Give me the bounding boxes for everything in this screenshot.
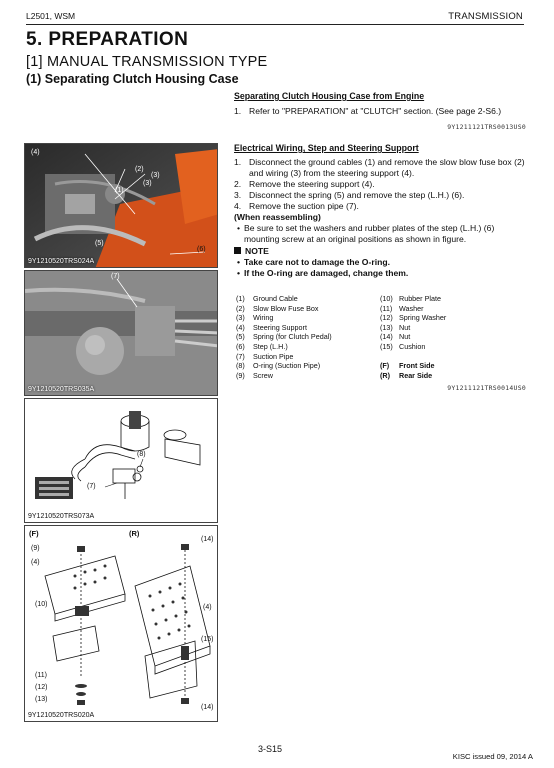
legend-label: Steering Support	[253, 322, 307, 332]
legend-row	[236, 361, 526, 371]
fig1-label: (2)	[135, 166, 144, 173]
legend-number: (10)	[380, 294, 393, 303]
legend-number: (11)	[380, 303, 393, 313]
legend-label: O-ring (Suction Pipe)	[253, 361, 321, 371]
parts-legend	[236, 294, 526, 392]
fig4-label-rear: (R)	[129, 529, 140, 538]
figure-1-image	[25, 144, 218, 268]
fig1-label: (6)	[197, 246, 206, 253]
fig4-label: (14)	[201, 704, 214, 711]
legend-label: Step (L.H.)	[253, 341, 288, 351]
legend-number: (13)	[380, 322, 393, 332]
legend-number: (14)	[380, 332, 393, 342]
fig4-label: (4)	[203, 604, 212, 611]
block-electrical	[234, 143, 526, 279]
legend-label: Nut	[399, 332, 411, 342]
fig4-label: (13)	[35, 696, 48, 703]
legend-label: Cushion	[399, 341, 426, 351]
reassembly-text: • Be sure to set the washers and rubber plates of the step (L.H.) (6) mounting screw at an original positions as shown in figure.	[237, 223, 495, 244]
legend-label: Rubber Plate	[399, 294, 441, 303]
fig1-label: (5)	[95, 240, 104, 247]
legend-number: (15)	[380, 341, 393, 351]
subsection-title: [1] MANUAL TRANSMISSION TYPE	[26, 54, 268, 70]
legend-number: (7)	[236, 351, 245, 361]
legend-number: (8)	[236, 361, 245, 371]
legend-code: 9Y1211121TRS0014US0	[447, 384, 526, 392]
figure-3-caption: 9Y1210520TRS073A	[28, 513, 95, 520]
legend-row	[236, 342, 526, 352]
fig3-label: (7)	[87, 483, 96, 490]
fig4-label: (11)	[35, 672, 47, 679]
fig2-label: (7)	[111, 273, 120, 280]
header-model: L2501, WSM	[26, 11, 76, 21]
figure-4-image	[25, 526, 218, 722]
legend-label: Ground Cable	[253, 294, 298, 303]
block2-title: Electrical Wiring, Step and Steering Support	[234, 143, 419, 153]
figure-4-drawing	[24, 525, 218, 722]
legend-row	[236, 304, 526, 314]
legend-row	[236, 332, 526, 342]
section-title: 5. PREPARATION	[26, 29, 189, 50]
fig4-label: (12)	[35, 684, 48, 691]
figure-2-image	[25, 271, 218, 396]
legend-number: (5)	[236, 332, 245, 342]
legend-number: (F)	[380, 361, 390, 371]
block2-step-1: 1. Disconnect the ground cables (1) and remove the slow blow fuse box (2) and wiring (3) from the steering support (4).	[234, 157, 525, 178]
legend-number: (9)	[236, 370, 245, 380]
legend-row	[236, 371, 526, 381]
fig1-label: (3)	[143, 180, 152, 187]
block2-step-3: 3. Disconnect the spring (5) and remove the step (L.H.) (6).	[234, 190, 465, 200]
legend-number: (12)	[380, 313, 393, 323]
legend-row	[236, 352, 526, 362]
page-number: 3-S15	[258, 744, 283, 754]
note-heading: NOTE	[234, 246, 526, 257]
legend-label: Screw	[253, 370, 273, 380]
note-square-icon	[234, 247, 241, 254]
legend-number: (R)	[380, 370, 390, 380]
fig4-label: (9)	[31, 545, 40, 552]
figure-4-caption: 9Y1210520TRS020A	[28, 712, 95, 719]
block-separating	[234, 91, 526, 133]
figure-1-caption: 9Y1210520TRS024A	[28, 258, 95, 265]
note-2: • If the O-ring are damaged, change them.	[237, 268, 409, 278]
legend-number: (2)	[236, 303, 245, 313]
legend-label: Slow Blow Fuse Box	[253, 303, 319, 313]
note-1: • Take care not to damage the O-ring.	[237, 257, 390, 267]
legend-row	[236, 294, 526, 304]
fig4-label-front: (F)	[29, 529, 39, 538]
reassembly-label: (When reassembling)	[234, 212, 321, 222]
legend-label: Spring (for Clutch Pedal)	[253, 332, 332, 342]
fig1-label: (1)	[115, 187, 124, 194]
block1-step-1: 1. Refer to "PREPARATION" at "CLUTCH" section. (See page 2-S6.)	[234, 106, 502, 116]
legend-number: (1)	[236, 294, 245, 303]
legend-label: Front Side	[399, 361, 435, 371]
block2-step-2: 2. Remove the steering support (4).	[234, 179, 375, 189]
fig3-label: (8)	[137, 451, 146, 458]
legend-row	[236, 313, 526, 323]
figure-2-caption: 9Y1210520TRS035A	[28, 386, 95, 393]
issued-note: KISC issued 09, 2014 A	[452, 752, 533, 761]
fig1-label: (3)	[151, 172, 160, 179]
legend-number: (6)	[236, 341, 245, 351]
legend-label: Wiring	[253, 313, 274, 323]
fig4-label: (14)	[201, 536, 214, 543]
fig4-label: (15)	[201, 636, 214, 643]
fig1-label: (4)	[31, 149, 40, 156]
figure-1-photo	[24, 143, 218, 268]
legend-number: (3)	[236, 313, 245, 323]
legend-label: Washer	[399, 303, 424, 313]
header-rule	[26, 24, 524, 25]
figure-3-image	[25, 399, 218, 523]
legend-label: Rear Side	[399, 370, 433, 380]
legend-row	[236, 323, 526, 333]
figure-2-photo	[24, 270, 218, 396]
figure-3-drawing	[24, 398, 218, 523]
block1-title: Separating Clutch Housing Case from Engine	[234, 91, 425, 101]
legend-number: (4)	[236, 322, 245, 332]
fig4-label: (10)	[35, 601, 48, 608]
legend-label: Suction Pipe	[253, 351, 294, 361]
block1-code: 9Y1211121TRS0013US0	[447, 123, 526, 131]
block2-step-4: 4. Remove the suction pipe (7).	[234, 201, 359, 211]
legend-label: Spring Washer	[399, 313, 447, 323]
header-section: TRANSMISSION	[448, 11, 523, 22]
fig4-label: (4)	[31, 559, 40, 566]
subsubsection-title: (1) Separating Clutch Housing Case	[26, 72, 239, 86]
legend-label: Nut	[399, 322, 411, 332]
